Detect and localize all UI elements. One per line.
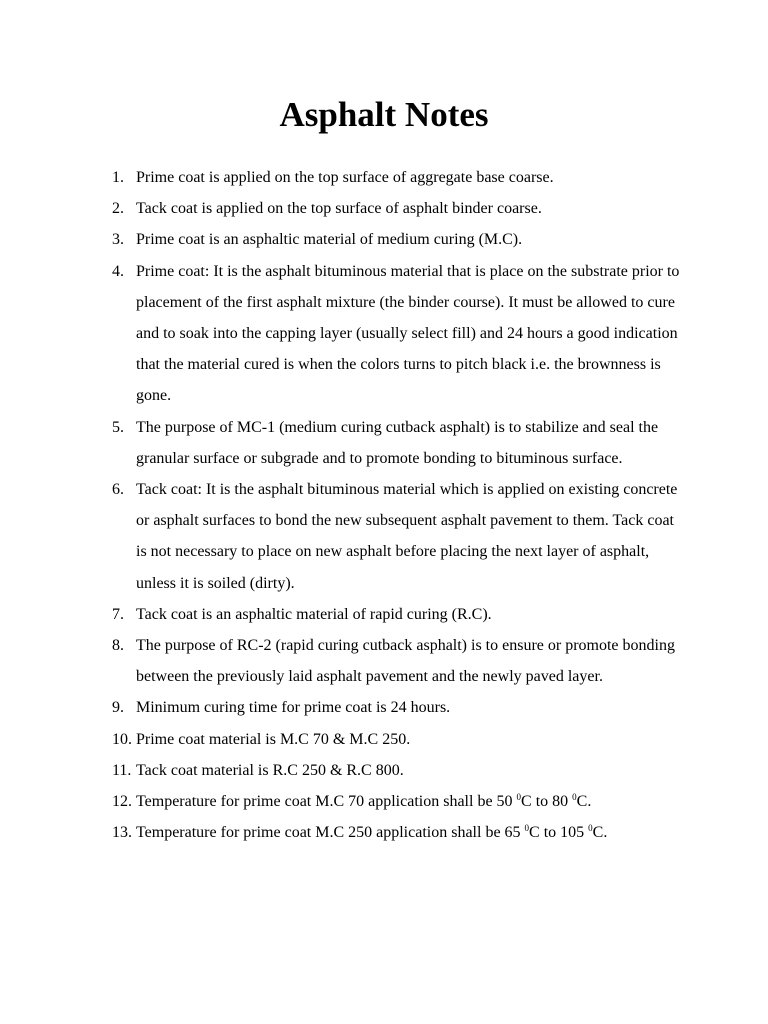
list-item-number: 12. <box>112 793 132 811</box>
superscript: 0 <box>516 792 522 803</box>
list-item-text <box>136 793 591 810</box>
list-item-number: 3. <box>112 231 124 249</box>
list-item <box>0 256 768 412</box>
list-item-text: Tack coat is an asphaltic material of rapid curing (R.C). <box>136 605 492 623</box>
list-item-number: 13. <box>112 824 132 842</box>
list-item <box>0 817 768 848</box>
text-segment: C to 80 <box>521 793 573 811</box>
list-item-number: 5. <box>112 418 124 436</box>
list-item <box>0 599 768 630</box>
text-segment: Temperature for prime coat M.C 250 application shall be 65 <box>136 824 525 842</box>
list-item <box>0 692 768 723</box>
list-item-number: 11. <box>112 761 132 779</box>
list-item <box>0 724 768 755</box>
text-segment: C. <box>592 824 608 842</box>
list-item-text <box>136 824 607 841</box>
text-segment: Temperature for prime coat M.C 70 application shall be 50 <box>136 793 517 811</box>
list-item-text: Tack coat is applied on the top surface of asphalt binder coarse. <box>136 200 542 218</box>
list-item-number: 7. <box>112 605 124 623</box>
superscript: 0 <box>572 792 577 803</box>
list-item <box>0 193 768 224</box>
page-title: Asphalt Notes <box>279 95 489 134</box>
list-item <box>0 224 768 255</box>
list-item-text: Prime coat: It is the asphalt bituminous material that is place on the substrate prior to placement of the first asphalt mixture (the binder course). It must be allowed to cure and to soak into the capping layer (usually select fill) and 24 hours a good indication that the material cured is when the colors turns to pitch black i.e. the brownness is gone. <box>136 262 680 405</box>
list-item-number: 2. <box>112 200 124 218</box>
list-item <box>0 630 768 692</box>
list-item-text: Prime coat is applied on the top surface of aggregate base coarse. <box>136 169 554 186</box>
list-item-text: The purpose of MC-1 (medium curing cutback asphalt) is to stabilize and seal the granular surface or subgrade and to promote bonding to bituminous surface. <box>136 418 659 467</box>
superscript: 0 <box>588 823 593 834</box>
list-item-text: Prime coat is an asphaltic material of medium curing (M.C). <box>136 231 523 249</box>
superscript: 0 <box>524 823 530 834</box>
list-item-number: 9. <box>112 699 124 717</box>
list-item <box>0 474 768 599</box>
list-item <box>0 162 768 193</box>
list-item-text: The purpose of RC-2 (rapid curing cutback asphalt) is to ensure or promote bonding between the previously laid asphalt pavement and the newly paved layer. <box>136 637 675 686</box>
list-item-number: 8. <box>112 637 124 655</box>
list-item-text: Minimum curing time for prime coat is 24 hours. <box>136 699 451 717</box>
text-segment: C to 105 <box>529 824 589 842</box>
list-item-text: Tack coat: It is the asphalt bituminous material which is applied on existing concrete or asphalt surfaces to bond the new subsequent asphalt pavement to them. Tack coat is not necessary to place on new asphalt before placing the next layer of asphalt, unless it is soiled (dirty). <box>136 481 678 592</box>
list-item <box>0 755 768 786</box>
list-item <box>0 786 768 817</box>
list-item-text: Prime coat material is M.C 70 & M.C 250. <box>136 730 411 748</box>
list-item-text: Tack coat material is R.C 250 & R.C 800. <box>136 761 404 779</box>
list-item-number: 10. <box>112 730 132 748</box>
text-segment: C. <box>576 793 592 811</box>
list-item-number: 6. <box>112 481 124 499</box>
list-item-number: 4. <box>112 262 124 280</box>
list-item <box>0 412 768 474</box>
notes-list <box>0 162 768 848</box>
list-item-number: 1. <box>112 169 124 186</box>
